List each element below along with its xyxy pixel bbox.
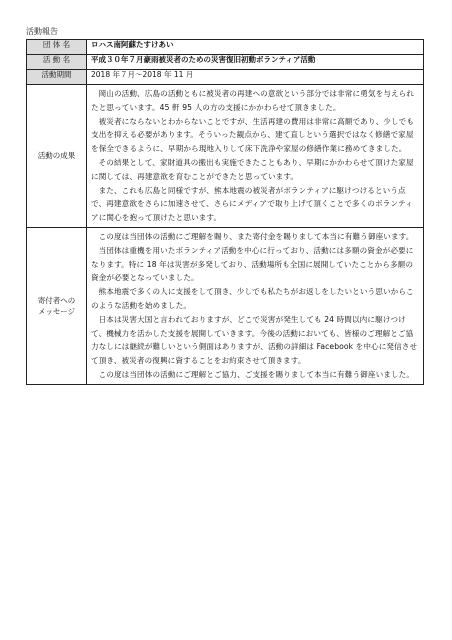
results-paragraph: 岡山の活動、広島の活動ともに被災者の再建への意欲という部分では非常に勇気を与えられたと思っています。45 軒 95 人の方の支援にかかわらせて頂きました。 <box>91 89 415 112</box>
results-label: 活動の成果 <box>27 85 87 228</box>
message-paragraph: 当団体は重機を用いたボランティア活動を中心に行っており、活動には多額の資金が必要になります。特に 18 年は災害が多発しており、活動場所も全国に展開していたことから多額の資金が必要となっていました。 <box>91 245 414 283</box>
message-body <box>87 227 424 384</box>
results-paragraph: 被災者にならないとわからないことですが、生活再建の費用は非常に高額であり、少しでも支出を抑える必要があります。そういった観点から、建て直しという選択ではなく修繕で家屋を保全できるように、早期から現地入りして床下洗浄や家屋の修繕作業に務めてきました。 <box>91 116 415 154</box>
activity-row <box>27 55 424 70</box>
message-paragraph: この度は当団体の活動にご理解とご協力、ご支援を賜りまして本当に有難う御座いました。 <box>98 369 415 379</box>
activity-label: 活 動 名 <box>27 55 87 70</box>
period-value: 2018 年７月～2018 年 11 月 <box>87 70 424 85</box>
message-label-line1: 寄付者への <box>37 295 76 305</box>
group-value: ロハス南阿蘇たすけあい <box>87 40 424 55</box>
message-paragraph: 日本は災害大国と言われておりますが、どこで災害が発生しても 24 時間以内に駆けつけて、機械力を活かした支援を展開していきます。今後の活動においても、皆様のご理解とご協力なしには継続が難しいという側面はありますが、活動の詳細は Facebook を中心に発信させて頂き、被災者の復興に資することをお約束させて頂きます。 <box>91 314 418 366</box>
group-row <box>27 40 424 55</box>
message-label-line2: メッセージ <box>37 306 76 316</box>
message-row <box>27 227 424 384</box>
page-heading: 活動報告 <box>26 27 58 36</box>
group-label: 団 体 名 <box>27 40 87 55</box>
message-label <box>27 227 87 384</box>
results-paragraph: また、これも広島と同様ですが、熊本地震の被災者がボランティアに駆けつけるという点で、再建意欲をさらに加速させて、さらにメディアで取り上げて頂くことで多くのボランティアに関心を抱って頂けたと思います。 <box>91 185 413 223</box>
activity-value: 平成３０年７月豪雨被災者のための災害復旧初動ボランティア活動 <box>87 55 424 70</box>
message-paragraph: この度は当団体の活動にご理解を賜り、また寄付金を賜りまして本当に有難う御座います。 <box>98 231 414 241</box>
activity-report-table <box>26 39 424 385</box>
period-row <box>27 70 424 85</box>
results-paragraph: その結果として、家財道具の搬出も実施できたこともあり、早期にかかわらせて頂けた家屋に関しては、再建意欲を育むことができたと思っています。 <box>91 157 414 181</box>
message-paragraph: 熊本地震で多くの人に支援をして頂き、少しでも私たちがお返しをしたいという思いからこのような活動を始めました。 <box>91 287 414 310</box>
results-row <box>27 85 424 228</box>
results-body <box>87 85 424 228</box>
period-label: 活動期間 <box>27 70 87 85</box>
